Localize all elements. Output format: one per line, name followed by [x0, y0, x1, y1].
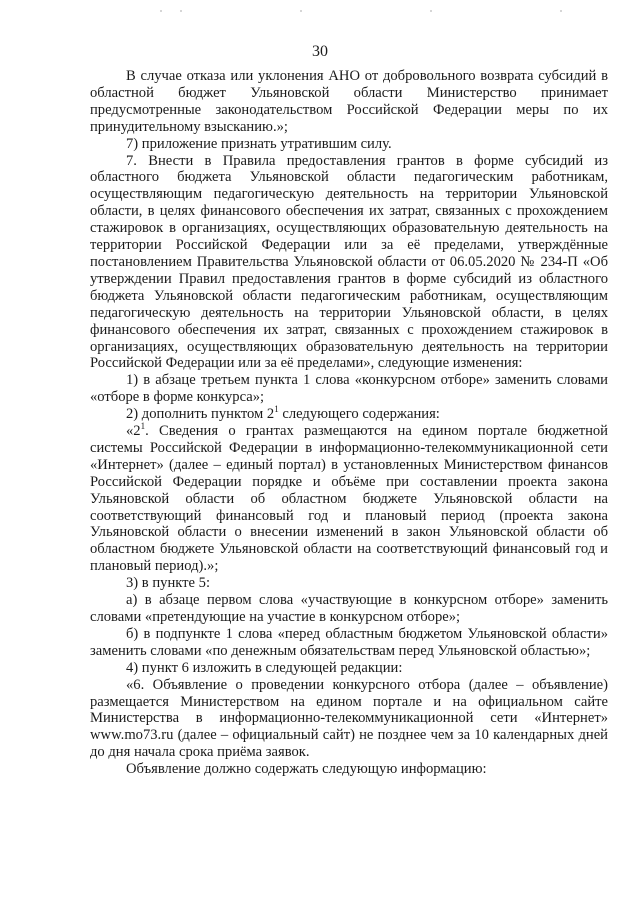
paragraph: «6. Объявление о проведении конкурсного отбора (далее – объявление) размещается Министерством на едином портале и на официальном сайте Министерства в информационно-телекоммуникационной сети «Интернет» www.mo73.ru (далее – официальный сайт) не позднее чем за 10 календарных дней до дня начала срока приёма заявок.	[90, 676, 608, 761]
paragraph: 7. Внести в Правила предоставления грантов в форме субсидий из областного бюджета Ульяновской области педагогическим работникам, осуществляющим педагогическую деятельность на территории Ульяновской области, в целях финансового обеспечения их затрат, связанных с прохождением стажировок в организациях, осуществляющих образовательную деятельность на территории Российской Федерации или за её пределами, утверждённые постановлением Правительства Ульяновской области от 06.05.2020 № 234-П «Об утверждении Правил предоставления грантов в форме субсидий из областного бюджета Ульяновской области педагогическим работникам, осуществляющим педагогическую деятельность на территории Ульяновской области, в целях финансового обеспечения их затрат, связанных с прохождением стажировок в организациях, осуществляющих образовательную деятельность на территории Российской Федерации или за её пределами», следующие изменения:	[90, 152, 608, 372]
paragraph: а) в абзаце первом слова «участвующие в конкурсном отборе» заменить словами «претендующие на участие в конкурсном отборе»;	[90, 592, 608, 625]
superscript: 1	[274, 404, 279, 415]
scan-speck	[430, 10, 432, 12]
paragraph: 7) приложение признать утратившим силу.	[126, 135, 392, 152]
paragraph: В случае отказа или уклонения АНО от добровольного возврата субсидий в областной бюджет Ульяновской области Министерство принимает предусмотренные законодательством Российской Федерации меры по их принудительному взысканию.»;	[90, 68, 608, 135]
paragraph	[90, 406, 608, 423]
paragraph: 1) в абзаце третьем пункта 1 слова «конкурсном отборе» заменить словами «отборе в форме конкурса»;	[90, 372, 608, 406]
paragraph-text: следующего содержания:	[278, 406, 440, 423]
paragraph-text: «2	[126, 423, 141, 440]
paragraph-text: . Сведения о грантах размещаются на едином портале бюджетной системы Российской Федерации в информационно-телекоммуникационной сети «Интернет» (далее – единый портал) в установленных Министерством финансов Российской Федерации порядке и объёме при составлении проекта закона Ульяновской области об областном бюджете Ульяновской области на соответствующий финансовый год и плановый период (проекта закона Ульяновской области о внесении изменений в закон Ульяновской области об областном бюджете Ульяновской области на соответствующий финансовый год и плановый период).»;	[90, 423, 608, 575]
scan-speck	[160, 10, 162, 12]
paragraph-text: 2) дополнить пунктом 2	[126, 406, 275, 423]
scan-speck	[560, 10, 562, 12]
scan-speck	[300, 10, 302, 12]
superscript: 1	[140, 421, 146, 432]
page-number: 30	[312, 43, 328, 60]
scan-speck	[180, 10, 182, 12]
paragraph: 4) пункт 6 изложить в следующей редакции:	[126, 659, 403, 676]
document-body	[90, 68, 608, 778]
paragraph: Объявление должно содержать следующую информацию:	[126, 761, 487, 778]
paragraph	[90, 423, 608, 575]
paragraph: 3) в пункте 5:	[126, 575, 211, 592]
paragraph: б) в подпункте 1 слова «перед областным бюджетом Ульяновской области» заменить словами «по денежным обязательствам перед Ульяновской областью»;	[90, 625, 608, 659]
